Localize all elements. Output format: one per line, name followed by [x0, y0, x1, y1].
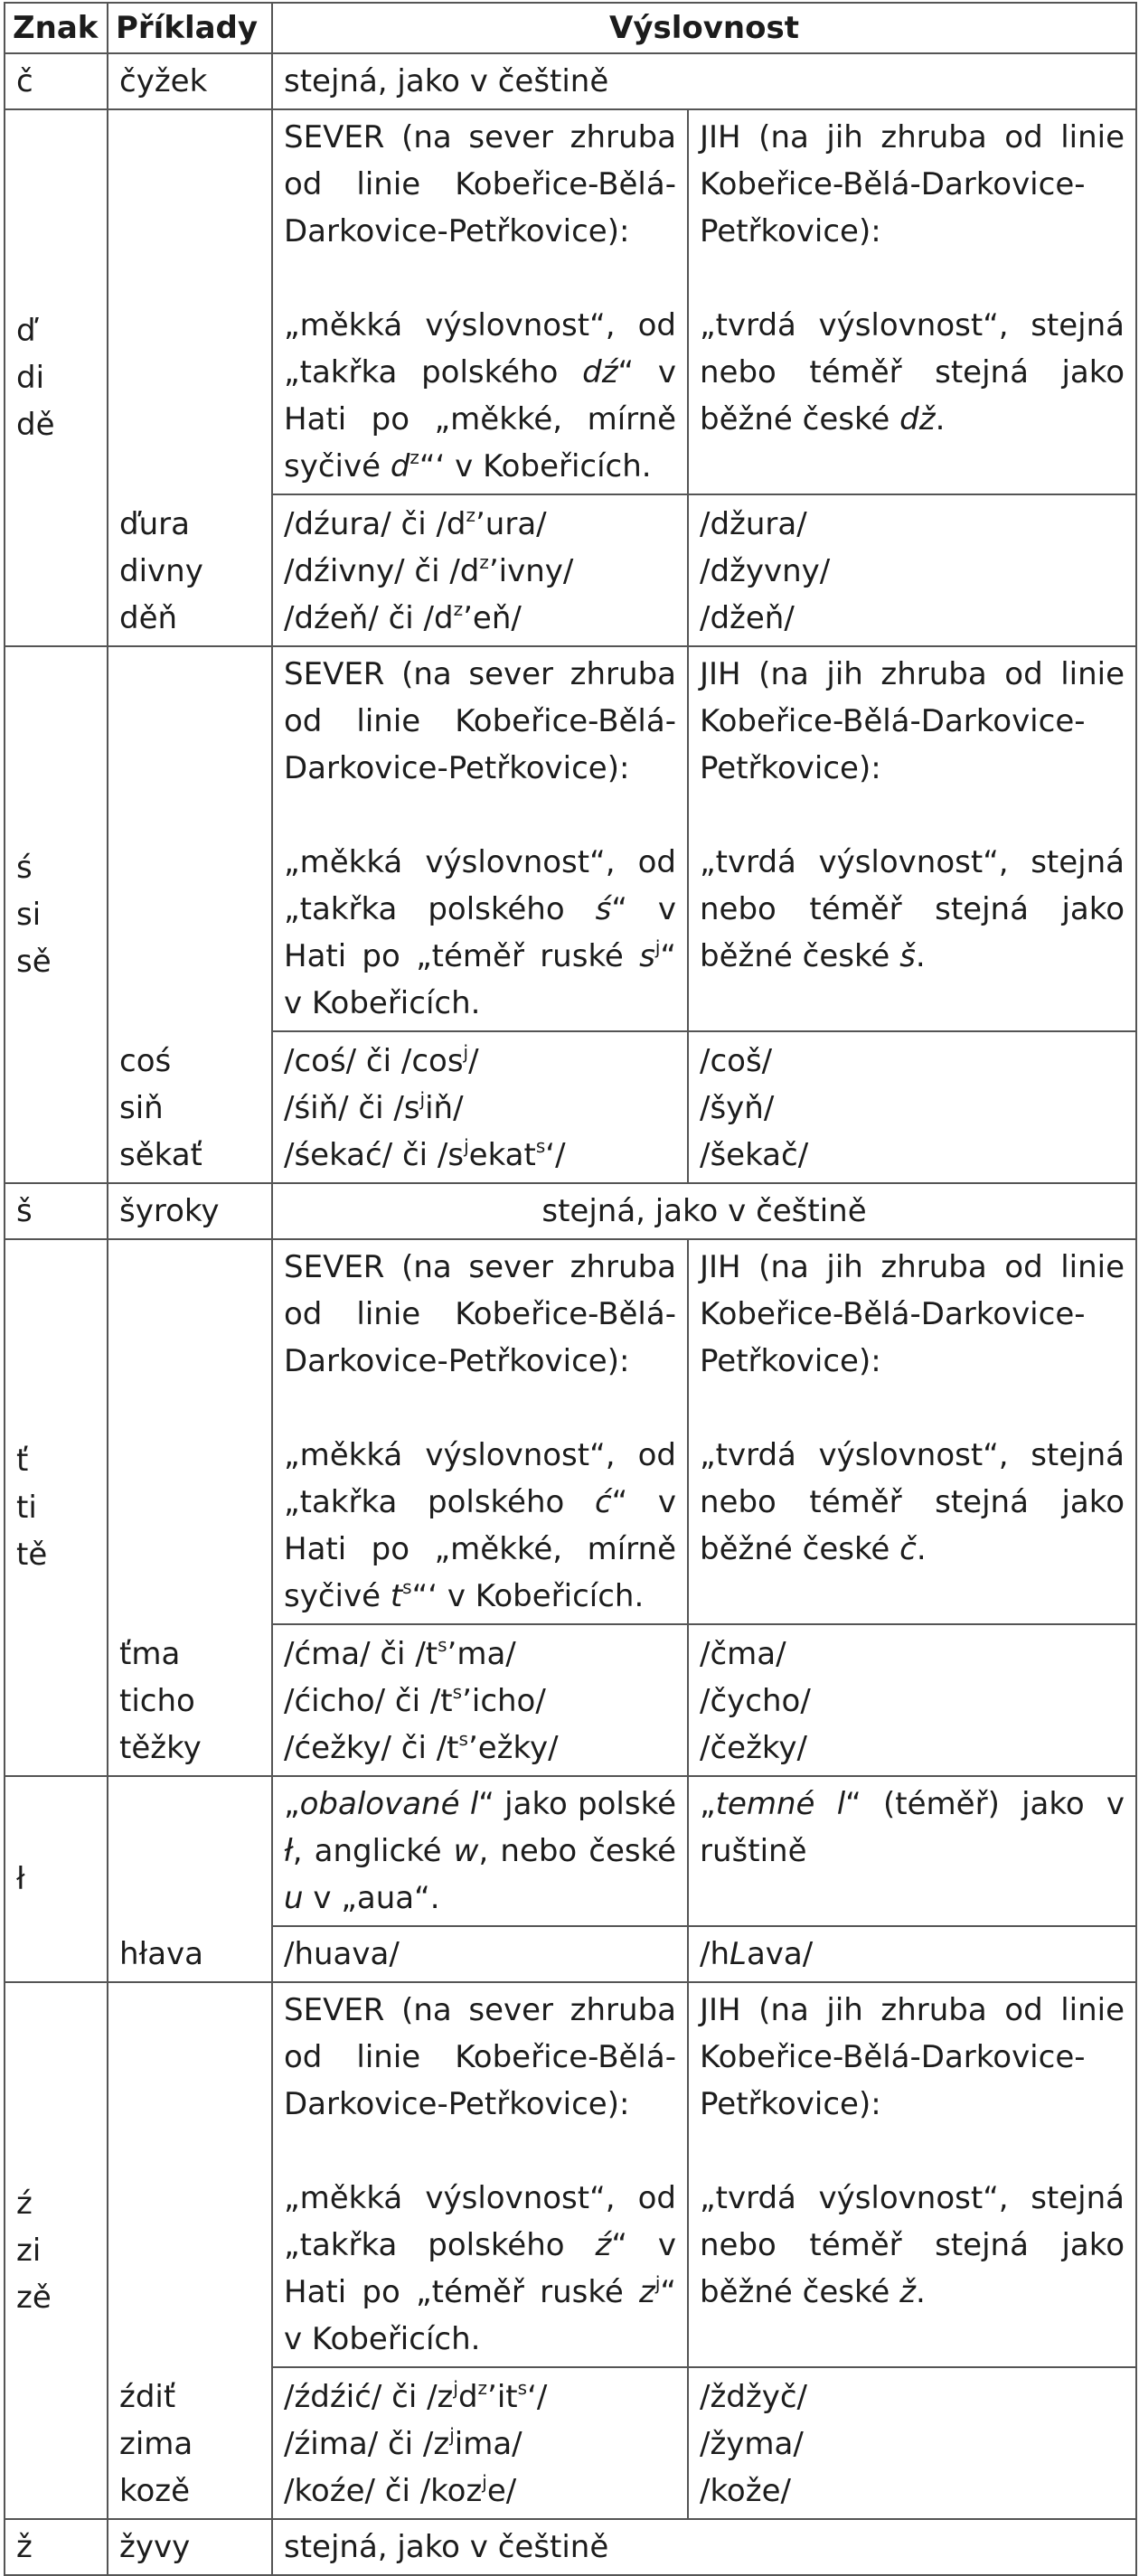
example-cell: źdiť zima kozě: [108, 2367, 272, 2519]
south-description: JIH (na jih zhruba od linie Kobeřice-Bělá-Darkovice-Petřkovice): „tvrdá výslovnost“, stejná nebo téměř stejná jako běžné české č.: [688, 1239, 1136, 1624]
table-row: [5, 1239, 1136, 1624]
north-examples: /coś/ či $/\cos^j/$ /śiň/ či $/s^jiň/$ /śekać/ či $/s^jekat^s‘/$: [272, 1031, 688, 1183]
north-description: SEVER (na sever zhruba od linie Kobeřice-Bělá-Darkovice-Petřkovice): „měkká výslovnost“, od „takřka polského ć“ v Hati po „měkké, mírně syčivé $t^s“‘$ v Kobeřicích.: [272, 1239, 688, 1624]
table-row: [5, 646, 1136, 1031]
south-description: JIH (na jih zhruba od linie Kobeřice-Bělá-Darkovice-Petřkovice): „tvrdá výslovnost“, stejná nebo téměř stejná jako běžné české dž.: [688, 109, 1136, 494]
north-description: SEVER (na sever zhruba od linie Kobeřice-Bělá-Darkovice-Petřkovice): „měkká výslovnost“, od „takřka polského ź“ v Hati po „téměř ruské $z^j“$ v Kobeřicích.: [272, 1982, 688, 2367]
north-description: „obalované l“ jako polské ł, anglické w, nebo české u v „aua“.: [272, 1776, 688, 1926]
example-cell: ďura divny děň: [108, 494, 272, 646]
south-examples: /coš/ /šyň/ /šekač/: [688, 1031, 1136, 1183]
example-cell: coś siň sěkať: [108, 1031, 272, 1183]
north-examples: /źdźić/ či $/z^jd^z’it^s‘/$ /źima/ či $/z^jima/$ /koźe/ či /koz$^j$e/: [272, 2367, 688, 2519]
table-row: [5, 2367, 1136, 2519]
header-znak: Znak: [5, 3, 108, 53]
pronunciation-cell: stejná, jako v češtině: [272, 1183, 1136, 1239]
pronunciation-cell: stejná, jako v češtině: [272, 2519, 1136, 2575]
sign-cell: ť ti tě: [5, 1239, 108, 1776]
example-cell: žyvy: [108, 2519, 272, 2575]
example-cell: šyroky: [108, 1183, 272, 1239]
example-cell: [108, 109, 272, 494]
table-row: [5, 1031, 1136, 1183]
example-cell: hłava: [108, 1926, 272, 1982]
example-cell: čyžek: [108, 53, 272, 109]
example-cell: [108, 646, 272, 1031]
north-examples: /dźura/ či $/d^z’ura/$ /dźivny/ či $/d^z’ivny/$ /dźeň/ či $/d^z’eň/$: [272, 494, 688, 646]
sign-cell: ž: [5, 2519, 108, 2575]
table-row: [5, 53, 1136, 109]
table-row: [5, 1776, 1136, 1926]
example-cell: [108, 1239, 272, 1624]
south-examples: /džura/ /džyvny/ /džeň/: [688, 494, 1136, 646]
north-examples: /ćma/ či $/t^s’ma/$ /ćicho/ či $/t^s’icho/$ /ćežky/ či $/t^s’ežky/$: [272, 1624, 688, 1776]
table-row: [5, 494, 1136, 646]
sign-cell: ď di dě: [5, 109, 108, 646]
table-row: [5, 1926, 1136, 1982]
table-row: [5, 1183, 1136, 1239]
table-row: [5, 2519, 1136, 2575]
sign-cell: ś si sě: [5, 646, 108, 1183]
sign-cell: č: [5, 53, 108, 109]
south-examples: /hLava/: [688, 1926, 1136, 1982]
header-row: [5, 3, 1136, 53]
north-description: SEVER (na sever zhruba od linie Kobeřice-Bělá-Darkovice-Petřkovice): „měkká výslovnost“, od „takřka polského dź“ v Hati po „měkké, mírně syčivé $d^z“‘$ v Kobeřicích.: [272, 109, 688, 494]
south-examples: /ždžyč/ /žyma/ /kože/: [688, 2367, 1136, 2519]
header-priklady: Příklady: [108, 3, 272, 53]
south-description: „temné l“ (téměř) jako v ruštině: [688, 1776, 1136, 1926]
pronunciation-cell: stejná, jako v češtině: [272, 53, 1136, 109]
south-description: JIH (na jih zhruba od linie Kobeřice-Bělá-Darkovice-Petřkovice): „tvrdá výslovnost“, stejná nebo téměř stejná jako běžné české ž.: [688, 1982, 1136, 2367]
example-cell: [108, 1982, 272, 2367]
sign-cell: ł: [5, 1776, 108, 1982]
sign-cell: ź zi zě: [5, 1982, 108, 2519]
pronunciation-table: [4, 2, 1137, 2576]
north-description: SEVER (na sever zhruba od linie Kobeřice-Bělá-Darkovice-Petřkovice): „měkká výslovnost“, od „takřka polského ś“ v Hati po „téměř ruské $s^j“$ v Kobeřicích.: [272, 646, 688, 1031]
north-examples: /huava/: [272, 1926, 688, 1982]
example-cell: ťma ticho těžky: [108, 1624, 272, 1776]
table-row: [5, 1624, 1136, 1776]
table-row: [5, 1982, 1136, 2367]
south-examples: /čma/ /čycho/ /čežky/: [688, 1624, 1136, 1776]
south-description: JIH (na jih zhruba od linie Kobeřice-Bělá-Darkovice-Petřkovice): „tvrdá výslovnost“, stejná nebo téměř stejná jako běžné české š.: [688, 646, 1136, 1031]
header-vyslovnost: Výslovnost: [272, 3, 1136, 53]
sign-cell: š: [5, 1183, 108, 1239]
table-row: [5, 109, 1136, 494]
example-cell: [108, 1776, 272, 1926]
